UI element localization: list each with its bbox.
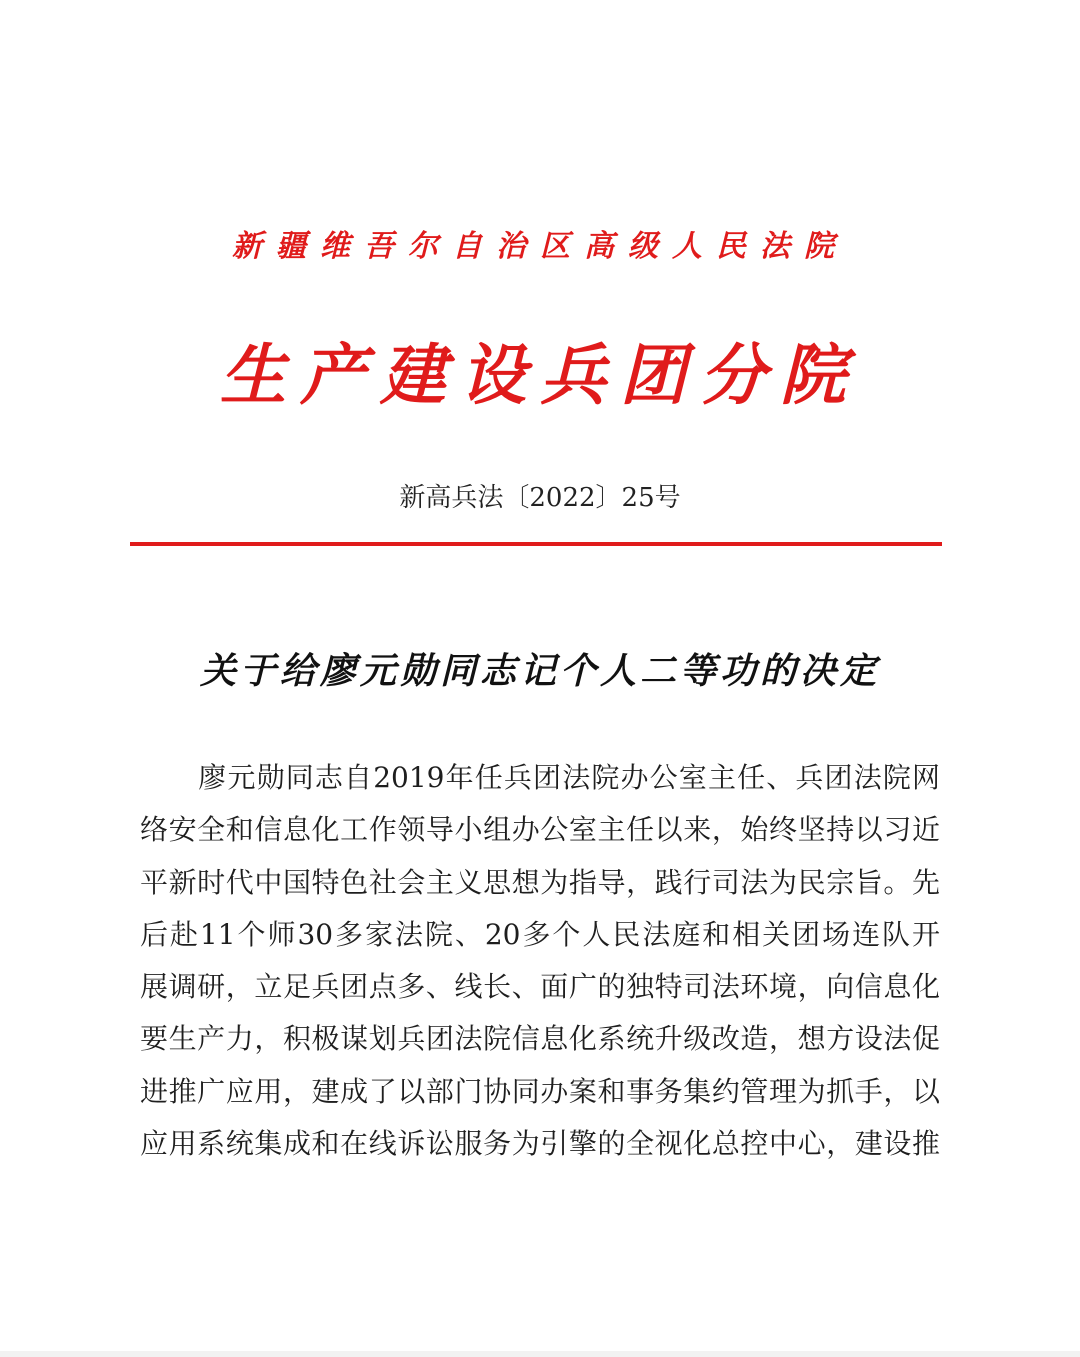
issuer-name-line2: 生产建设兵团分院 [220, 336, 860, 414]
document-body [140, 752, 940, 1170]
body-line: 进推广应用，建成了以部门协同办案和事务集约管理为抓手，以 [140, 1074, 940, 1108]
document-title: 关于给廖元勋同志记个人二等功的决定 [199, 650, 880, 692]
body-line: 络安全和信息化工作领导小组办公室主任以来，始终坚持以习近 [140, 813, 940, 847]
body-line: 要生产力，积极谋划兵团法院信息化系统升级改造，想方设法促 [140, 1022, 940, 1056]
body-line: 展调研，立足兵团点多、线长、面广的独特司法环境，向信息化 [140, 970, 940, 1004]
red-divider-line [130, 542, 942, 546]
body-line: 应用系统集成和在线诉讼服务为引擎的全视化总控中心，建设推 [140, 1127, 940, 1161]
body-line: 廖元勋同志自2019年任兵团法院办公室主任、兵团法院网 [140, 761, 940, 794]
document-number: 新高兵法〔2022〕25号 [399, 483, 681, 513]
body-line: 后赴11个师30多家法院、20多个人民法庭和相关团场连队开 [140, 917, 940, 951]
page-bottom-edge [0, 1351, 1080, 1357]
body-line: 平新时代中国特色社会主义思想为指导，践行司法为民宗旨。先 [140, 865, 940, 899]
issuer-name-line1: 新疆维吾尔自治区高级人民法院 [232, 229, 848, 264]
